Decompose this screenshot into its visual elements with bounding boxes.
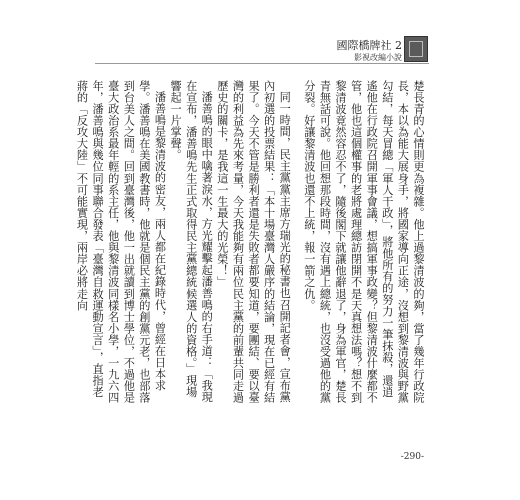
running-header-subtitle: 影視改編小說 bbox=[354, 53, 402, 62]
vertical-body-text bbox=[75, 80, 426, 408]
paragraph: 潘善鳴的眼中噙著淚水，方光耀擊起潘善鳴的右手道：「我現在宣布，潘善鳴先生正式取得民主黨總統候選人的資格。」現場響起一片掌聲。 bbox=[169, 80, 214, 404]
running-header-title: 國際橋牌社 2 bbox=[336, 39, 402, 52]
paragraph: 楚長青的心情則更為複雜。他上過黎清波的夠，當了幾年行政院長，本以為能大展身手，將國家導向正途，沒想到黎清波與野黨勾結，每天冒總「軍人干政」，將他所有的努力一筆抹殺，還逍遙他在行政院召開軍事會議，想搞軍事政變？但黎清波什麼都不管，他也這個權事的老將處理總訪閉開不是天真想法嗎？想不到黎清波竟然容忍不了，隨後閣下就讓他辭退了，身為軍官，楚長青無話可說。他回想那段時間，沒有遇上總統，也沒受過他的黨分裂。好讓黎清波也還不上統，報一箭之仇。 bbox=[302, 80, 425, 404]
paragraph: 同一時間，民主黨黨主席方瑞光的秘書也召開記者會，宣布黨內初選的投票結果：「本十場臺灣人嚴序的結論，現在已經有結果了。今天不管是勝利者還是失敗者都要知道，要團結、要以臺灣的利益為先來考量，今天我能夠有兩位民主黨的前輩共同走過歷史的關卡，是我這一生最大的光榮！」 bbox=[215, 80, 292, 404]
header-divider bbox=[95, 63, 429, 64]
book-emblem-icon bbox=[404, 36, 428, 62]
paragraph: 潘善鳴是黎清波的密友，兩人都在紀錄時代，曾經在日本求學。潘善鳴在美國教書時，他就是個民主黨的創黨元老，也部落到台美人之間。回到臺灣後，他一出就讀到博士學位，不過他是臺大政治系最年輕的系主任，他與黎清波同樣名小學，一九六四年，潘善鳴與幾位同事聯合發表「臺灣自救運動宣言」，直指老蔣的「反攻大陸」不可能實現，兩岸必將走向 bbox=[75, 80, 167, 404]
page-number: -290- bbox=[400, 452, 424, 462]
